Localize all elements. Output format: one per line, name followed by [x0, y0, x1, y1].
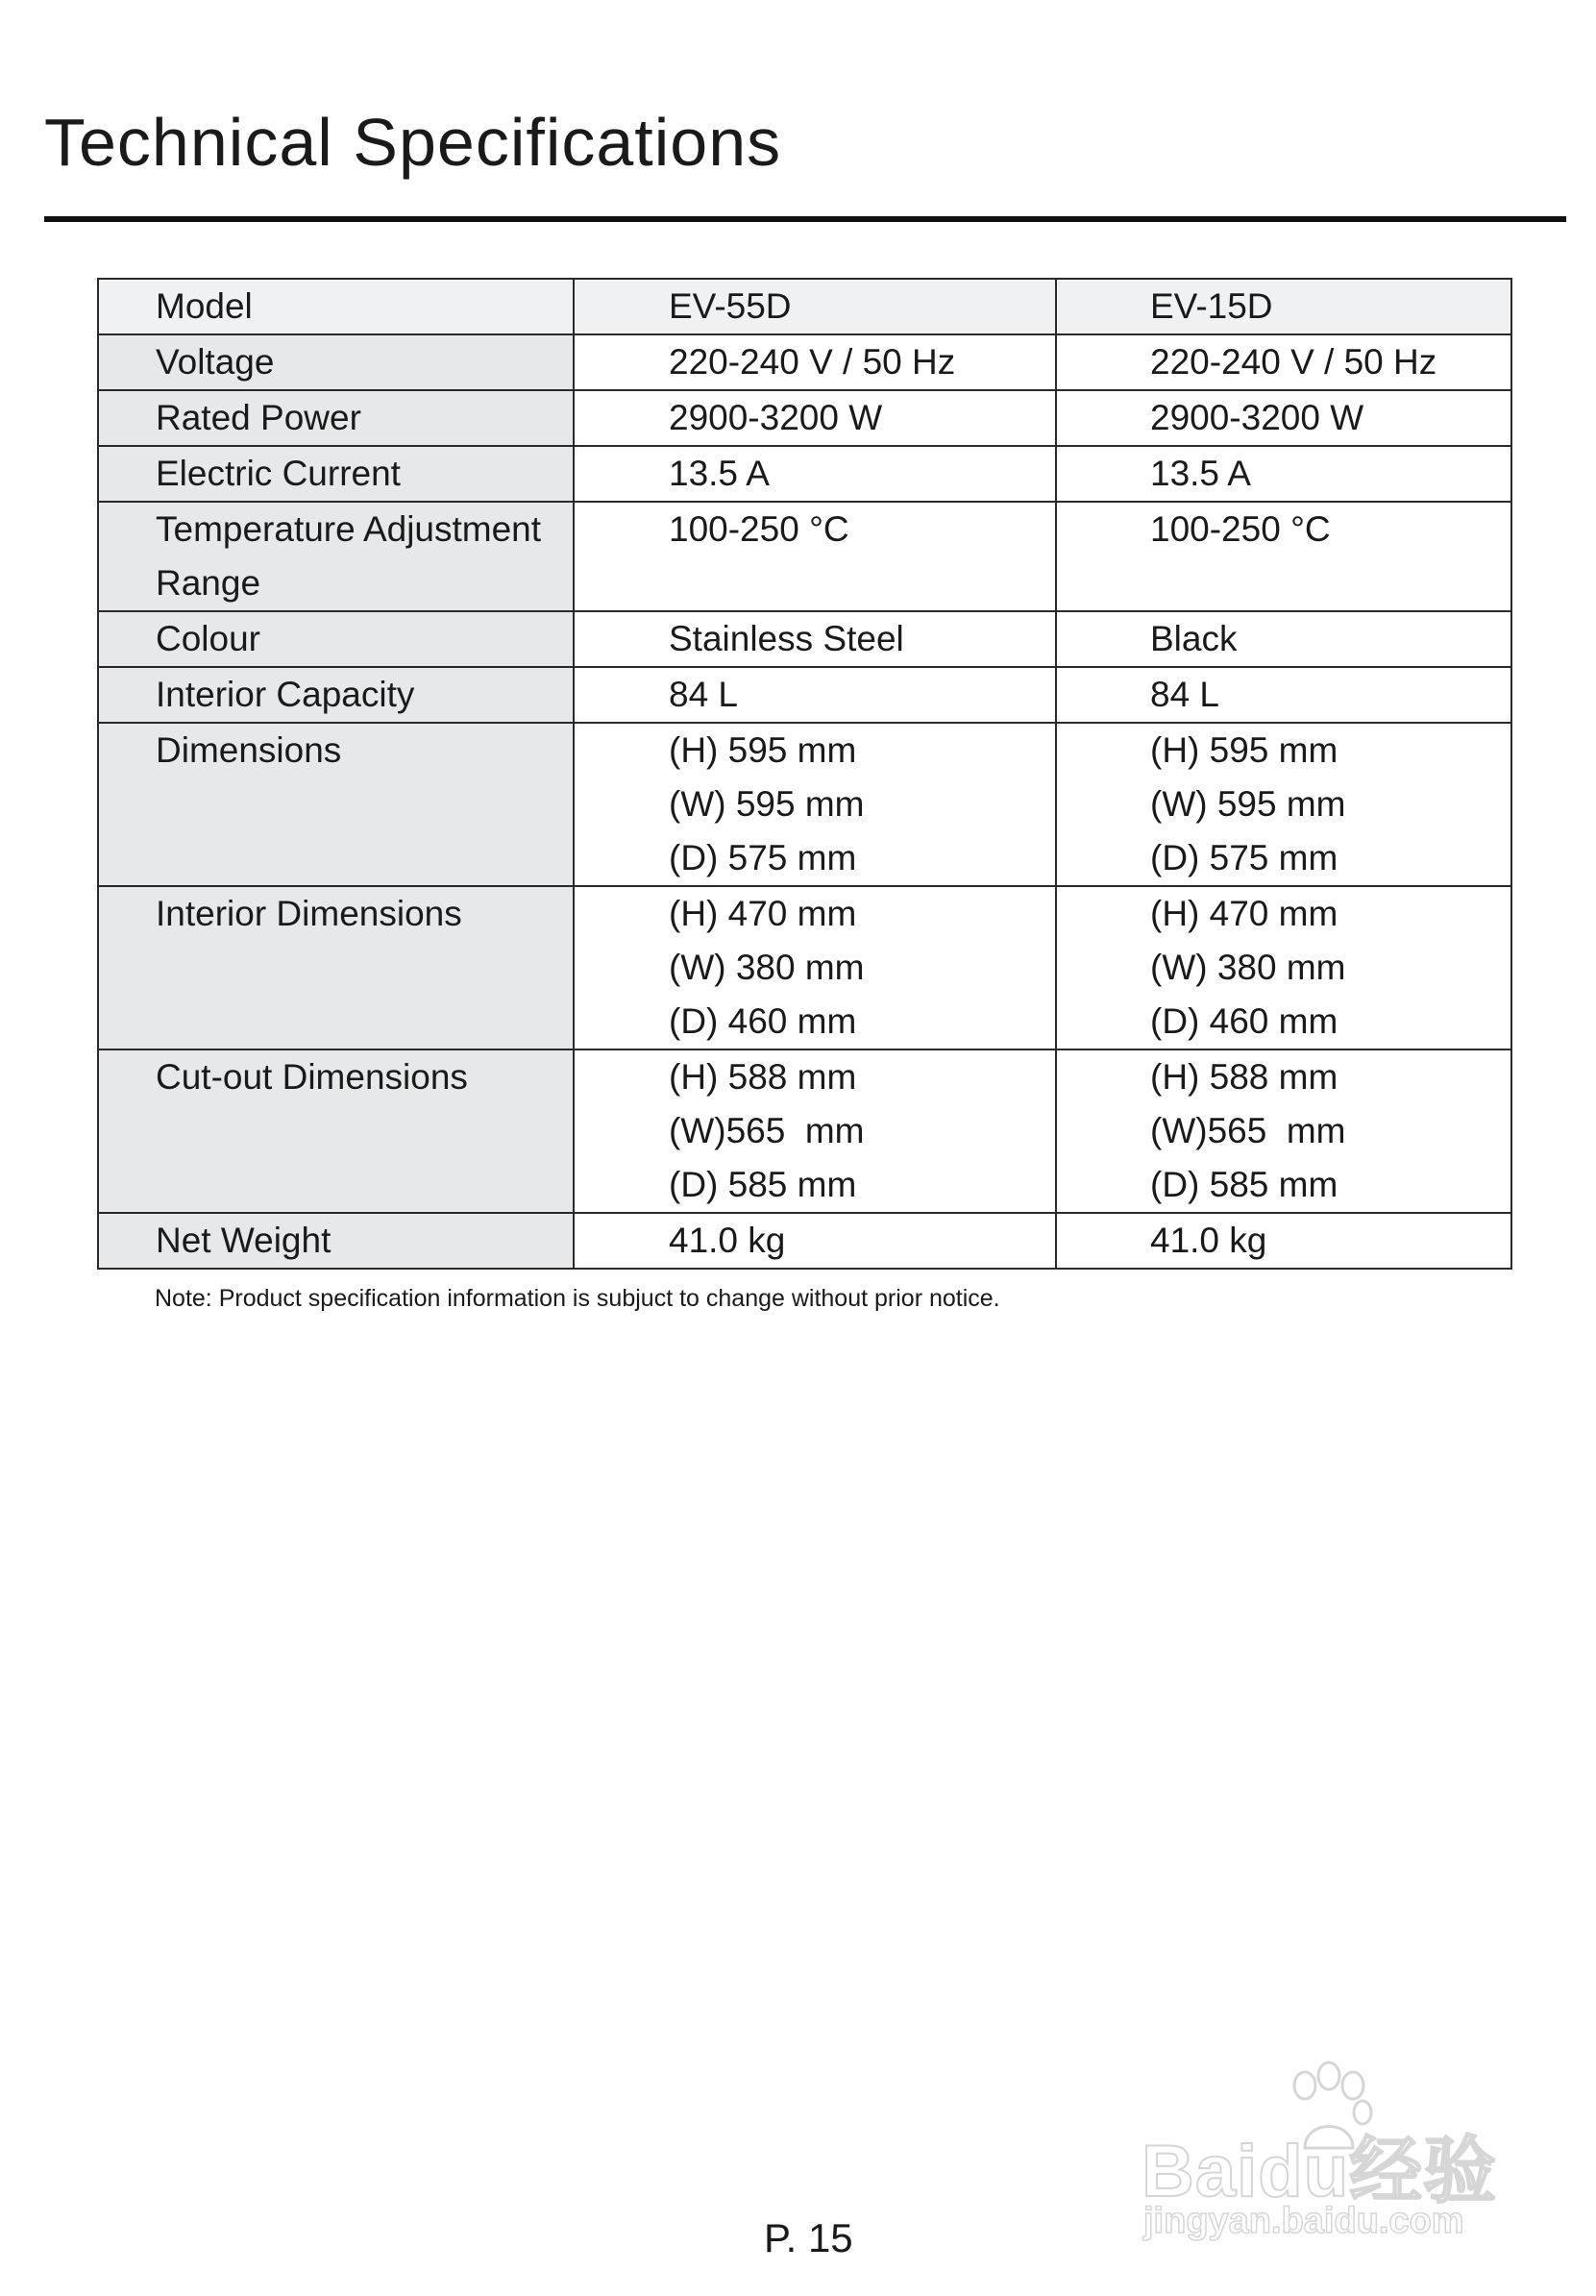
table-row [98, 502, 1511, 611]
row-label: Interior Dimensions [156, 894, 462, 933]
row-label: Interior Capacity [156, 675, 415, 714]
cell-value: 220-240 V / 50 Hz [669, 342, 956, 382]
header-label: Model [156, 286, 253, 326]
row-label: Rated Power [156, 398, 361, 437]
row-label: Net Weight [156, 1221, 331, 1260]
table-header-row [98, 279, 1511, 334]
watermark-url: jingyan.baidu.com [1143, 2201, 1464, 2241]
table-row [98, 886, 1511, 1049]
cell-value-width: (W) 595 mm [1150, 784, 1346, 824]
watermark-brand: Baidu经验 [1142, 2131, 1498, 2212]
title-divider [44, 216, 1566, 222]
cell-value-height: (H) 588 mm [669, 1057, 857, 1097]
header-label-cell [98, 279, 574, 334]
cell-value: 84 L [1150, 675, 1220, 714]
model-2-name: EV-15D [1150, 286, 1273, 326]
table-row [98, 723, 1511, 886]
cell-value: 220-240 V / 50 Hz [1150, 342, 1437, 382]
cell-value-height: (H) 595 mm [669, 730, 857, 770]
cell-value: 84 L [669, 675, 739, 714]
cell-value-height: (H) 588 mm [1150, 1057, 1338, 1097]
baidu-watermark [1142, 2057, 1526, 2259]
header-model-2-cell [1056, 279, 1511, 334]
row-label: Voltage [156, 342, 275, 382]
row-label: Electric Current [156, 454, 401, 493]
row-label-continued: Range [156, 563, 261, 603]
cell-value-depth: (D) 575 mm [1150, 838, 1338, 877]
cell-value-width: (W) 595 mm [669, 784, 865, 824]
table-row [98, 667, 1511, 723]
row-label: Dimensions [156, 730, 342, 770]
cell-value-depth: (D) 460 mm [1150, 1001, 1338, 1041]
cell-value: 13.5 A [1150, 454, 1251, 493]
page-title: Technical Specifications [44, 105, 782, 180]
cell-value-depth: (D) 585 mm [669, 1165, 857, 1204]
cell-value: 13.5 A [669, 454, 770, 493]
cell-value: 41.0 kg [1150, 1221, 1267, 1260]
model-1-name: EV-55D [669, 286, 792, 326]
spec-note: Note: Product specification information is subjuct to change without prior notice. [155, 1285, 1000, 1312]
cell-value-depth: (D) 585 mm [1150, 1165, 1338, 1204]
row-label: Cut-out Dimensions [156, 1057, 468, 1097]
cell-value-height: (H) 595 mm [1150, 730, 1338, 770]
cell-value-width: (W) 380 mm [669, 948, 865, 987]
cell-value: 2900-3200 W [1150, 398, 1364, 437]
cell-value-height: (H) 470 mm [669, 894, 857, 933]
row-label: Temperature Adjustment [156, 509, 542, 549]
table-row [98, 446, 1511, 502]
cell-value: 41.0 kg [669, 1221, 786, 1260]
spec-table [97, 278, 1512, 1270]
table-row [98, 1049, 1511, 1213]
cell-value: 100-250 °C [1150, 509, 1331, 549]
table-row [98, 611, 1511, 667]
header-model-1-cell [574, 279, 1056, 334]
cell-value-width: (W) 380 mm [1150, 948, 1346, 987]
cell-value-depth: (D) 460 mm [669, 1001, 857, 1041]
cell-value-width: (W)565 mm [1150, 1111, 1346, 1150]
table-row [98, 334, 1511, 390]
cell-value: Stainless Steel [669, 619, 904, 658]
cell-value: 2900-3200 W [669, 398, 883, 437]
cell-value-height: (H) 470 mm [1150, 894, 1338, 933]
table-row [98, 1213, 1511, 1269]
cell-value-width: (W)565 mm [669, 1111, 865, 1150]
cell-value-depth: (D) 575 mm [669, 838, 857, 877]
page-number: P. 15 [764, 2215, 853, 2260]
row-label: Colour [156, 619, 260, 658]
table-row [98, 390, 1511, 446]
cell-value: Black [1150, 619, 1238, 658]
cell-value: 100-250 °C [669, 509, 849, 549]
